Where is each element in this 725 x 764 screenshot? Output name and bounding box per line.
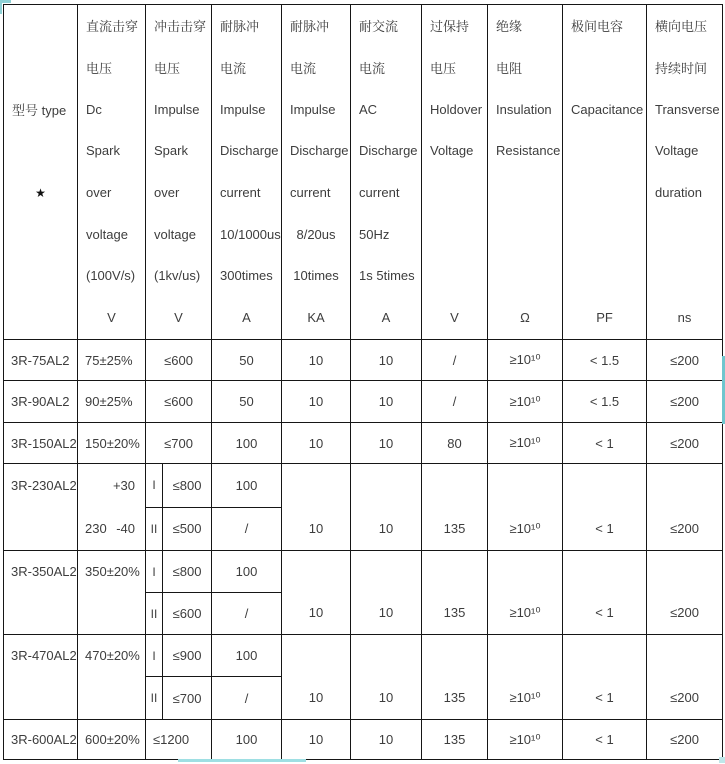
cell-ac: 10 bbox=[351, 720, 422, 760]
header-line: 绝缘 bbox=[496, 19, 523, 35]
header-line: 电压 bbox=[154, 61, 181, 77]
table-row-group bbox=[4, 464, 723, 508]
cell-insulation: ≥10¹⁰ bbox=[488, 635, 563, 720]
table-row-group bbox=[4, 635, 723, 677]
header-line bbox=[4, 255, 77, 297]
cell-impulse-current: / bbox=[212, 507, 282, 551]
header-line: 电压 bbox=[430, 61, 457, 77]
cell-insulation: ≥10¹⁰ bbox=[488, 720, 563, 760]
header-line bbox=[647, 255, 722, 297]
cell-ac: 10 bbox=[351, 423, 422, 464]
header-line: Impulse bbox=[290, 101, 336, 117]
cell-impulse-current: 50 bbox=[212, 381, 282, 423]
header-unit: Ω bbox=[520, 310, 530, 326]
cell-dc: 150±20% bbox=[78, 423, 146, 464]
header-line bbox=[563, 255, 646, 297]
header-col-insulation bbox=[488, 5, 563, 340]
cell-holdover: 80 bbox=[422, 423, 488, 464]
dc-base-value: 230 bbox=[85, 521, 107, 536]
cell-impulse-voltage: ≤1200 bbox=[146, 720, 212, 760]
cell-model: 3R-350AL2 bbox=[4, 551, 78, 635]
cell-transverse: ≤200 bbox=[647, 720, 723, 760]
header-line bbox=[488, 255, 562, 297]
header-line bbox=[488, 213, 562, 255]
header-unit: KA bbox=[307, 310, 325, 326]
cell-sub-label: II bbox=[146, 677, 163, 720]
header-line: current bbox=[220, 185, 261, 201]
header-line: Insulation bbox=[496, 101, 552, 117]
header-line: 直流击穿 bbox=[86, 19, 139, 35]
dc-minus-tolerance: -40 bbox=[116, 521, 135, 536]
header-line: 电流 bbox=[290, 61, 317, 77]
cell-impulse-voltage: ≤800 bbox=[163, 464, 212, 508]
header-line bbox=[563, 130, 646, 172]
cell-insulation: ≥10¹⁰ bbox=[488, 340, 563, 381]
header-line bbox=[422, 172, 487, 214]
cell-impulse-voltage: ≤700 bbox=[163, 677, 212, 720]
header-line bbox=[563, 172, 646, 214]
cell-impulse-current: 50 bbox=[212, 340, 282, 381]
cell-ac: 10 bbox=[351, 340, 422, 381]
cell-impulse-voltage: ≤500 bbox=[163, 507, 212, 551]
cell-sub-label: I bbox=[146, 635, 163, 677]
header-line: 持续时间 bbox=[655, 61, 708, 77]
header-line: over bbox=[86, 185, 112, 201]
header-line: 电阻 bbox=[496, 61, 523, 77]
header-col-ac-discharge bbox=[351, 5, 422, 340]
header-line: 横向电压 bbox=[655, 19, 708, 35]
header-line bbox=[422, 255, 487, 297]
cell-model: 3R-90AL2 bbox=[4, 381, 78, 423]
cell-dc: 75±25% bbox=[78, 340, 146, 381]
header-unit: V bbox=[174, 310, 183, 326]
cell-holdover: / bbox=[422, 381, 488, 423]
header-line: 极间电容 bbox=[571, 19, 624, 35]
cell-impulse-current: 100 bbox=[212, 720, 282, 760]
header-line: Discharge bbox=[359, 143, 418, 159]
cell-capacitance: < 1 bbox=[563, 720, 647, 760]
header-col-impulse-discharge bbox=[212, 5, 282, 340]
cell-dc: 90±25% bbox=[78, 381, 146, 423]
cell-ka: 10 bbox=[282, 423, 351, 464]
cell-ka: 10 bbox=[282, 464, 351, 551]
header-unit: ns bbox=[677, 310, 692, 326]
header-row bbox=[4, 5, 723, 340]
artifact-bottom-underline bbox=[178, 759, 306, 762]
header-line bbox=[4, 130, 77, 172]
header-line: 8/20us bbox=[296, 226, 336, 242]
cell-sub-label: I bbox=[146, 464, 163, 508]
header-line: Transverse bbox=[655, 101, 720, 117]
header-line bbox=[563, 213, 646, 255]
star-icon: ★ bbox=[35, 185, 46, 200]
header-line: Discharge bbox=[220, 143, 279, 159]
header-line bbox=[422, 213, 487, 255]
cell-impulse-voltage: ≤600 bbox=[146, 381, 212, 423]
cell-transverse: ≤200 bbox=[647, 381, 723, 423]
header-line bbox=[488, 172, 562, 214]
cell-insulation: ≥10¹⁰ bbox=[488, 381, 563, 423]
header-line: 电流 bbox=[220, 61, 247, 77]
cell-dc-tolerance bbox=[78, 464, 146, 551]
cell-ac: 10 bbox=[351, 635, 422, 720]
header-line: Impulse bbox=[220, 101, 266, 117]
header-line: Voltage bbox=[655, 143, 699, 159]
table-row bbox=[4, 340, 723, 381]
header-line: 300times bbox=[220, 268, 273, 284]
header-line: over bbox=[154, 185, 180, 201]
header-line: 1s 5times bbox=[359, 268, 415, 284]
header-line bbox=[563, 47, 646, 89]
table-row bbox=[4, 381, 723, 423]
header-unit: A bbox=[381, 310, 391, 326]
cell-capacitance: < 1 bbox=[563, 464, 647, 551]
cell-transverse: ≤200 bbox=[647, 635, 723, 720]
header-line: voltage bbox=[154, 226, 196, 242]
cell-model: 3R-75AL2 bbox=[4, 340, 78, 381]
header-line: Holdover bbox=[430, 101, 483, 117]
header-col-transverse bbox=[647, 5, 723, 340]
header-line: 冲击击穿 bbox=[154, 19, 207, 35]
cell-sub-label: II bbox=[146, 593, 163, 635]
cell-impulse-voltage: ≤800 bbox=[163, 551, 212, 593]
header-col-impulse-sparkover bbox=[146, 5, 212, 340]
table-row bbox=[4, 720, 723, 760]
artifact-corner-horizontal bbox=[0, 0, 11, 3]
header-line: current bbox=[290, 185, 331, 201]
header-unit: V bbox=[450, 310, 459, 326]
header-line bbox=[4, 5, 77, 47]
cell-impulse-voltage: ≤900 bbox=[163, 635, 212, 677]
cell-transverse: ≤200 bbox=[647, 551, 723, 635]
header-line: 耐脉冲 bbox=[220, 19, 260, 35]
cell-model: 3R-150AL2 bbox=[4, 423, 78, 464]
header-line: Discharge bbox=[290, 143, 349, 159]
cell-sub-label: II bbox=[146, 507, 163, 551]
cell-sub-label: I bbox=[146, 551, 163, 593]
header-col-holdover bbox=[422, 5, 488, 340]
table-row-group bbox=[4, 551, 723, 593]
cell-ac: 10 bbox=[351, 551, 422, 635]
cell-ac: 10 bbox=[351, 464, 422, 551]
header-line: Voltage bbox=[430, 143, 474, 159]
header-line: 电流 bbox=[359, 61, 386, 77]
header-line: 10/1000us bbox=[220, 226, 281, 242]
header-line: duration bbox=[655, 185, 702, 201]
cell-holdover: 135 bbox=[422, 464, 488, 551]
header-line: Spark bbox=[86, 143, 120, 159]
header-line: 50Hz bbox=[359, 226, 390, 242]
artifact-bottom-right-tick bbox=[719, 757, 725, 763]
cell-transverse: ≤200 bbox=[647, 464, 723, 551]
cell-transverse: ≤200 bbox=[647, 340, 723, 381]
cell-model: 3R-600AL2 bbox=[4, 720, 78, 760]
cell-transverse: ≤200 bbox=[647, 423, 723, 464]
header-line bbox=[4, 213, 77, 255]
header-col-capacitance bbox=[563, 5, 647, 340]
cell-capacitance: < 1 bbox=[563, 551, 647, 635]
header-line: Spark bbox=[154, 143, 188, 159]
cell-impulse-current: 100 bbox=[212, 551, 282, 593]
cell-insulation: ≥10¹⁰ bbox=[488, 464, 563, 551]
cell-insulation: ≥10¹⁰ bbox=[488, 551, 563, 635]
header-unit: PF bbox=[596, 310, 613, 326]
cell-capacitance: < 1 bbox=[563, 635, 647, 720]
cell-holdover: / bbox=[422, 340, 488, 381]
header-line: Dc bbox=[86, 101, 102, 117]
cell-ka: 10 bbox=[282, 340, 351, 381]
cell-ka: 10 bbox=[282, 381, 351, 423]
cell-ka: 10 bbox=[282, 635, 351, 720]
header-line: current bbox=[359, 185, 400, 201]
header-line: (1kv/us) bbox=[154, 268, 201, 284]
header-unit: V bbox=[107, 310, 116, 326]
cell-holdover: 135 bbox=[422, 635, 488, 720]
gdt-spec-table bbox=[3, 4, 723, 760]
header-line: 电压 bbox=[86, 61, 113, 77]
cell-ka: 10 bbox=[282, 720, 351, 760]
cell-model: 3R-470AL2 bbox=[4, 635, 78, 720]
cell-impulse-current: / bbox=[212, 677, 282, 720]
cell-impulse-current: 100 bbox=[212, 464, 282, 508]
cell-impulse-current: 100 bbox=[212, 423, 282, 464]
header-unit bbox=[4, 297, 77, 339]
header-line: Capacitance bbox=[571, 101, 644, 117]
cell-dc: 470±20% bbox=[78, 635, 146, 720]
header-line bbox=[647, 213, 722, 255]
cell-ac: 10 bbox=[351, 381, 422, 423]
header-line: (100V/s) bbox=[86, 268, 136, 284]
header-line: 10times bbox=[293, 268, 339, 284]
table-row bbox=[4, 423, 723, 464]
cell-ka: 10 bbox=[282, 551, 351, 635]
cell-capacitance: < 1 bbox=[563, 423, 647, 464]
header-line: 耐交流 bbox=[359, 19, 399, 35]
cell-model: 3R-230AL2 bbox=[4, 464, 78, 551]
spec-table-sheet bbox=[3, 4, 723, 760]
cell-insulation: ≥10¹⁰ bbox=[488, 423, 563, 464]
header-line: 过保持 bbox=[430, 19, 470, 35]
header-line: Resistance bbox=[496, 143, 561, 159]
cell-impulse-current: / bbox=[212, 593, 282, 635]
dc-base-and-minus bbox=[78, 507, 145, 550]
cell-impulse-current: 100 bbox=[212, 635, 282, 677]
header-col-dc-sparkover bbox=[78, 5, 146, 340]
cell-impulse-voltage: ≤700 bbox=[146, 423, 212, 464]
cell-impulse-voltage: ≤600 bbox=[163, 593, 212, 635]
cell-holdover: 135 bbox=[422, 720, 488, 760]
cell-capacitance: < 1.5 bbox=[563, 381, 647, 423]
header-line: 耐脉冲 bbox=[290, 19, 330, 35]
header-line: 型号 type bbox=[12, 102, 67, 118]
header-line: voltage bbox=[86, 226, 128, 242]
header-unit: A bbox=[242, 310, 251, 326]
cell-dc: 350±20% bbox=[78, 551, 146, 635]
header-line: AC bbox=[359, 101, 378, 117]
dc-plus-tolerance: +30 bbox=[112, 478, 135, 493]
header-line bbox=[4, 47, 77, 89]
cell-impulse-voltage: ≤600 bbox=[146, 340, 212, 381]
header-line: Impulse bbox=[154, 101, 200, 117]
cell-dc: 600±20% bbox=[78, 720, 146, 760]
header-col-impulse-ka bbox=[282, 5, 351, 340]
cell-capacitance: < 1.5 bbox=[563, 340, 647, 381]
header-col-model bbox=[4, 5, 78, 340]
cell-holdover: 135 bbox=[422, 551, 488, 635]
